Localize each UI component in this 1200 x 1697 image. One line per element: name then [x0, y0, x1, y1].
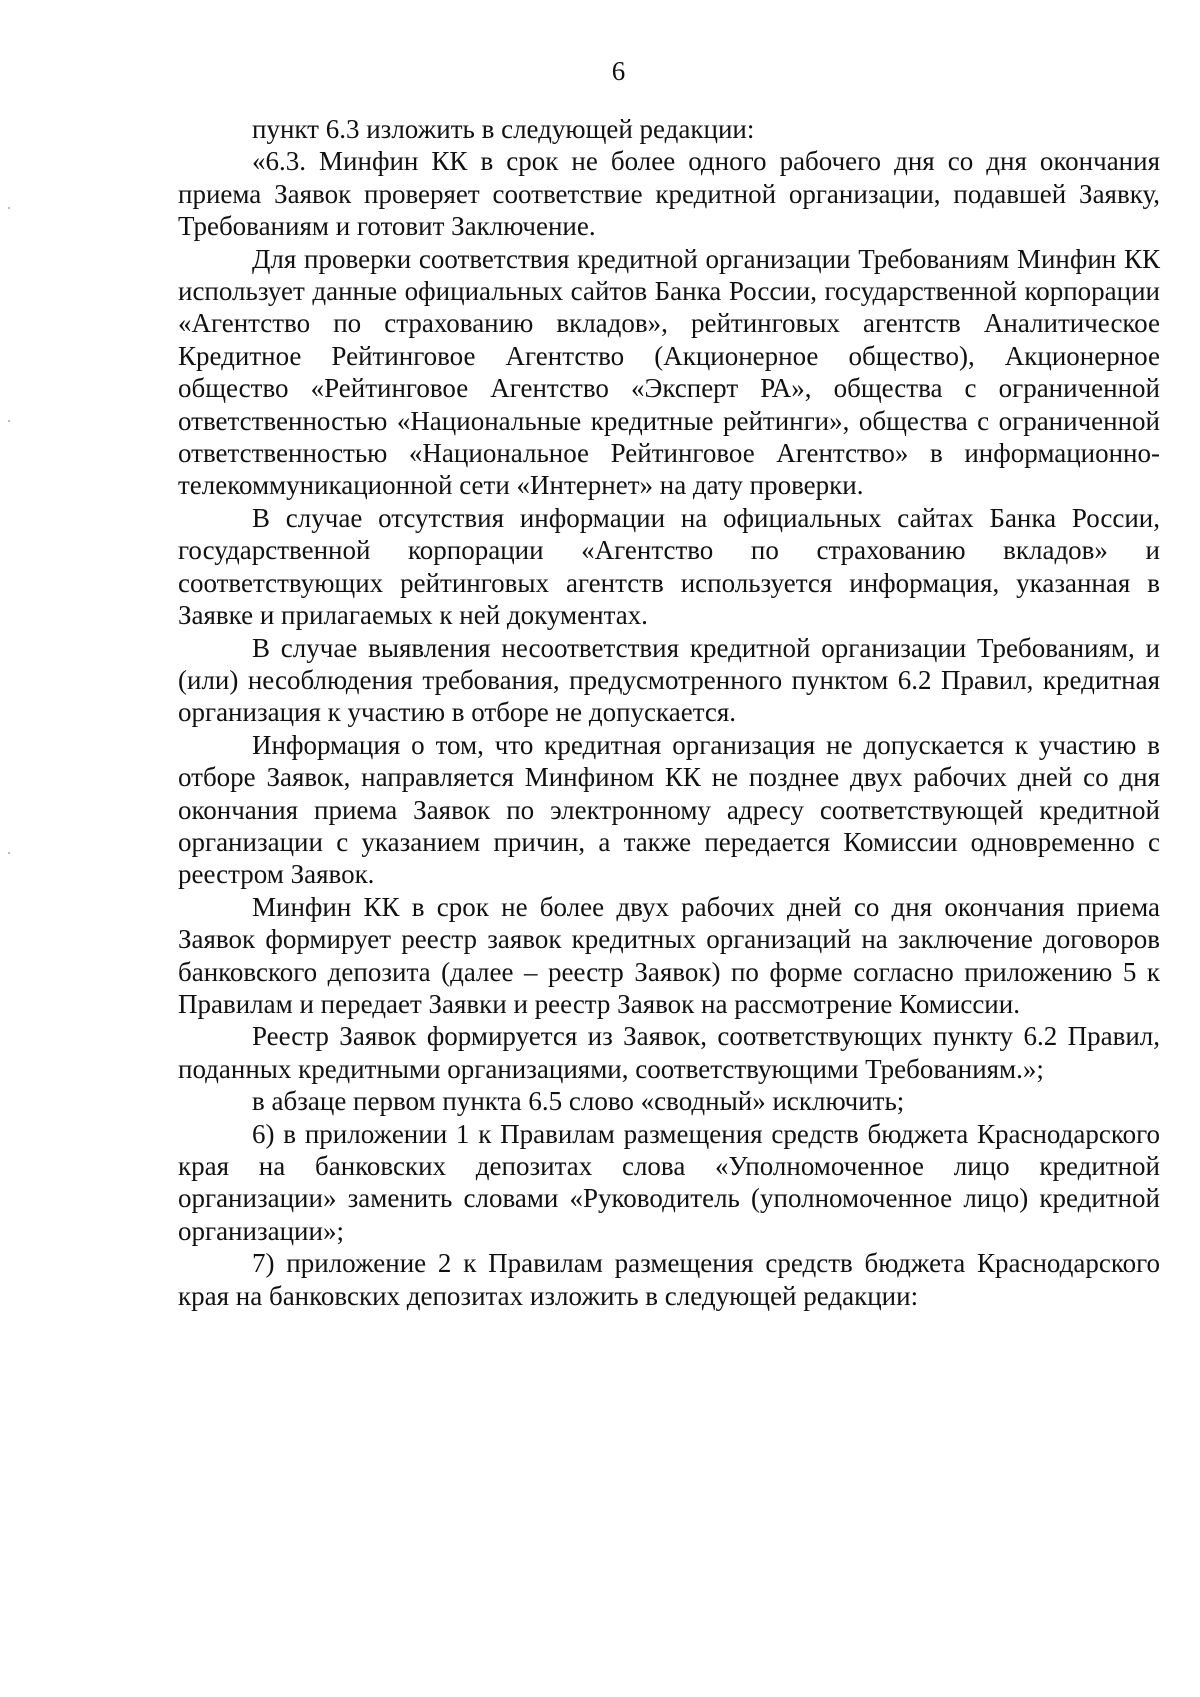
paragraph-item-6: 6) в приложении 1 к Правилам размещения средств бюджета Краснодарского края на банковских депозитах слова «Уполномоченное лицо кредитной организации» заменить словами «Руководитель (уполномоченное лицо) кредитной организации»; [178, 1118, 1160, 1246]
paragraph-register-content: Реестр Заявок формируется из Заявок, соответствующих пункту 6.2 Правил, поданных кредитными организациями, соответствующими Требованиям.»; [178, 1021, 1160, 1084]
paragraph-6-5-amendment: в абзаце первом пункта 6.5 слово «сводный» исключить; [252, 1086, 905, 1117]
paragraph-verification-sources: Для проверки соответствия кредитной организации Требованиям Минфин КК использует данные официальных сайтов Банка России, государственной корпорации «Агентство по страхованию вкладов», рейтинговых агентств Аналитическое Кредитное Рейтинговое Агентство (Акционерное общество), Акционерное общество «Рейтинговое Агентство «Эксперт РА», общества с ограниченной ответственностью «Национальные кредитные рейтинги», общества с ограниченной ответственностью «Национальное Рейтинговое Агентство» в информационно-телекоммуникационной сети «Интернет» на дату проверки. [178, 243, 1160, 501]
scan-mark [8, 207, 10, 209]
scan-mark [8, 852, 10, 854]
paragraph-missing-information: В случае отсутствия информации на официальных сайтах Банка России, государственной корпорации «Агентство по страхованию вкладов» и соответствующих рейтинговых агентств используется информация, указанная в Заявке и прилагаемых к ней документах. [178, 502, 1160, 631]
paragraph-amendment-intro: пункт 6.3 изложить в следующей редакции: [252, 114, 755, 144]
document-body [178, 113, 1160, 1312]
paragraph-register-formation: Минфин КК в срок не более двух рабочих дней со дня окончания приема Заявок формирует реестр заявок кредитных организаций на заключение договоров банковского депозита (далее – реестр Заявок) по форме согласно приложению 5 к Правилам и передает Заявки и реестр Заявок на рассмотрение Комиссии. [178, 891, 1160, 1019]
scan-mark [8, 420, 10, 422]
paragraph-non-compliance: В случае выявления несоответствия кредитной организации Требованиям, и (или) несоблюдения требования, предусмотренного пунктом 6.2 Правил, кредитная организация к участию в отборе не допускается. [178, 632, 1160, 728]
paragraph-6-3: «6.3. Минфин КК в срок не более одного рабочего дня со дня окончания приема Заявок проверяет соответствие кредитной организации, подавшей Заявку, Требованиям и готовит Заключение. [178, 146, 1160, 242]
page-number: 6 [611, 56, 626, 86]
paragraph-item-7: 7) приложение 2 к Правилам размещения средств бюджета Краснодарского края на банковских депозитах изложить в следующей редакции: [178, 1248, 1160, 1311]
paragraph-rejection-notice: Информация о том, что кредитная организация не допускается к участию в отборе Заявок, направляется Минфином КК не позднее двух рабочих дней со дня окончания приема Заявок по электронному адресу соответствующей кредитной организации с указанием причин, а также передается Комиссии одновременно с реестром Заявок. [178, 729, 1160, 890]
